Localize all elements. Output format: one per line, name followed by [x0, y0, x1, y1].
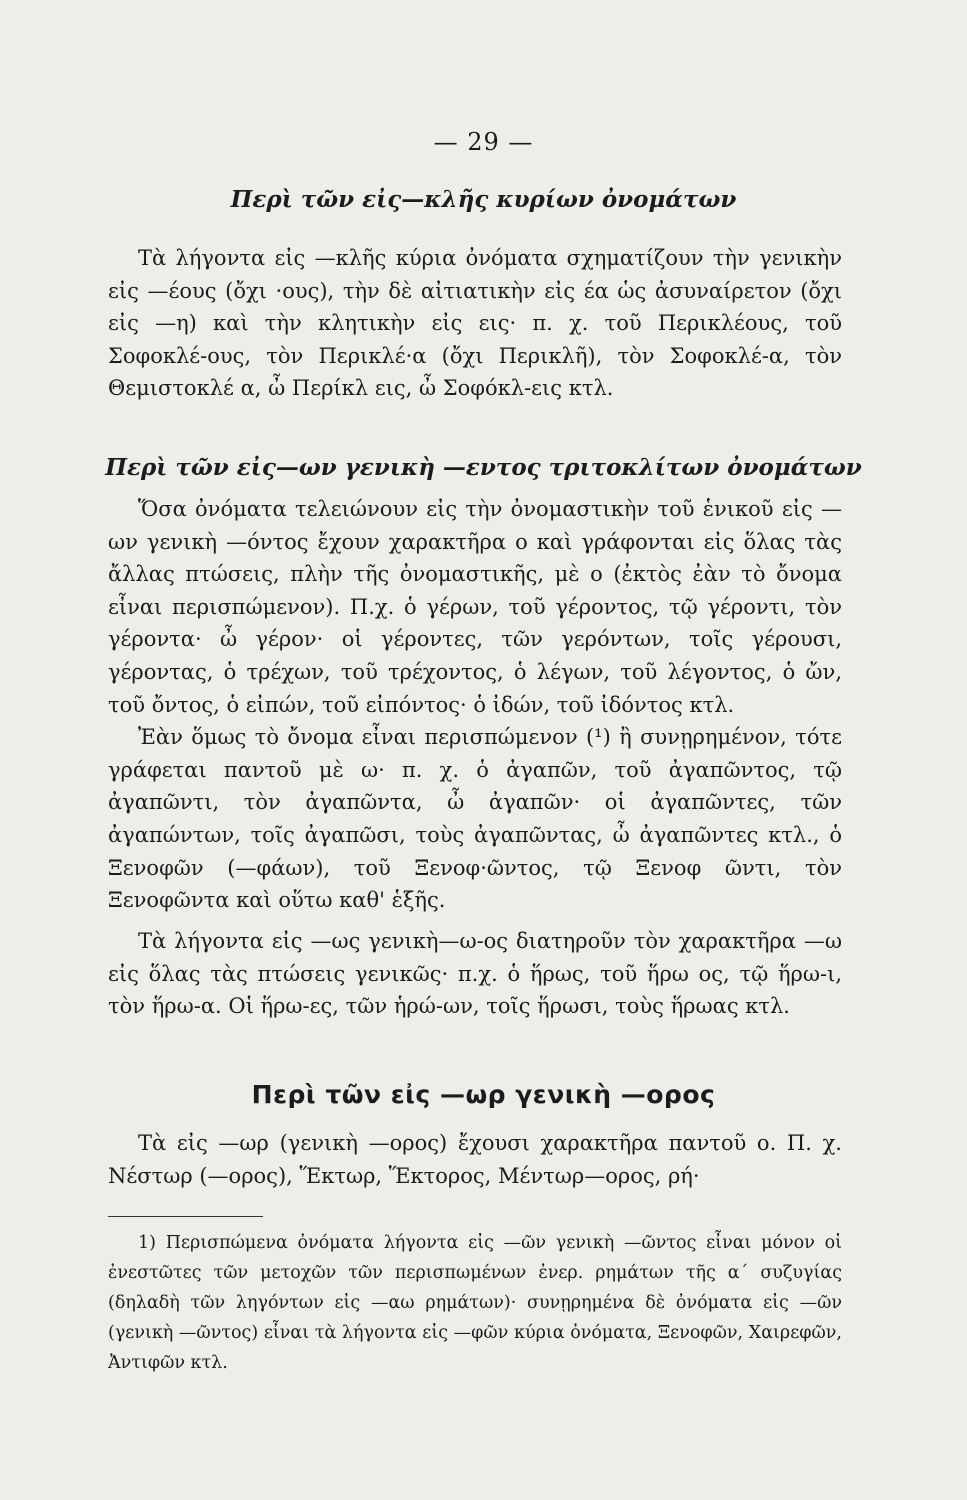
section-body-os [108, 925, 842, 1023]
section-body-or-oros [108, 1127, 842, 1192]
footnote [108, 1228, 842, 1378]
paragraph: Τὰ λήγοντα εἰς —κλῆς κύρια ὀνόματα σχηματίζουν τὴν γενικὴν εἰς —έους (ὄχι ·ους), τὴν δὲ αἰτιατικὴν εἰς έα ὡς ἀσυναίρετον (ὄχι εἰς —η) καὶ τὴν κλητικὴν εἰς εις· π. χ. τοῦ Περικλέους, τοῦ Σοφοκλέ-ους, τὸν Περικλέ·α (ὄχι Περικλῆ), τὸν Σοφοκλέ-α, τὸν Θεμιστοκλέ α, ὦ Περίκλ εις, ὦ Σοφόκλ-εις κτλ. [108, 246, 842, 401]
footnote-text: 1) Περισπώμενα ὀνόματα λήγοντα εἰς —ῶν γενικὴ —ῶντος εἶναι μόνον οἱ ἐνεστῶτες τῶν μετοχῶν τῶν περισπωμένων ἐνερ. ρημάτων τῆς α΄ συζυγίας (δηλαδὴ τῶν ληγόντων εἰς —αω ρημάτων)· συνῃρημένα δὲ ὀνόματα εἰς —ῶν (γενικὴ —ῶντος) εἶναι τὰ λήγοντα εἰς —φῶν κύρια ὀνόματα, Ξενοφῶν, Χαιρεφῶν, Ἀντιφῶν κτλ. [108, 1233, 842, 1373]
footnote-divider [108, 1216, 263, 1217]
paragraph: Ὅσα ὀνόματα τελειώνουν εἰς τὴν ὀνομαστικὴν τοῦ ἑνικοῦ εἰς —ων γενικὴ —όντος ἔχουν χαρακτῆρα ο καὶ γράφονται εἰς ὅλας τὰς ἄλλας πτώσεις, πλὴν τῆς ὀνομαστικῆς, μὲ ο (ἐκτὸς ἐὰν τὸ ὄνομα εἶναι περισπώμενον). Π.χ. ὁ γέρων, τοῦ γέροντος, τῷ γέροντι, τὸν γέροντα· ὦ γέρον· οἱ γέροντες, τῶν γερόντων, τοῖς γέρουσι, γέροντας, ὁ τρέχων, τοῦ τρέχοντος, ὁ λέγων, τοῦ λέγοντος, ὁ ὤν, τοῦ ὄντος, ὁ εἰπών, τοῦ εἰπόντος· ὁ ἰδών, τοῦ ἰδόντος κτλ. [108, 497, 842, 717]
section-heading-or-oros: Περὶ τῶν εἰς —ωρ γενικὴ —ορος [251, 1080, 716, 1109]
section-body-on-ontos [108, 493, 842, 917]
paragraph: Τὰ λήγοντα εἰς —ως γενικὴ—ω-ος διατηροῦν τὸν χαρακτῆρα —ω εἰς ὅλας τὰς πτώσεις γενικῶς· π.χ. ὁ ἥρως, τοῦ ἥρω ος, τῷ ἥρω-ι, τὸν ἥρω-α. Οἱ ἥρω-ες, τῶν ἡρώ-ων, τοῖς ἥρωσι, τοὺς ἥρωας κτλ. [108, 929, 842, 1019]
section-body-kles [108, 242, 842, 405]
paragraph: Τὰ εἰς —ωρ (γενικὴ —ορος) ἔχουσι χαρακτῆρα παντοῦ ο. Π. χ. Νέστωρ (—ορος), Ἕκτωρ, Ἕκτορος, Μέντωρ—ορος, ρή· [108, 1131, 842, 1188]
section-heading-kles: Περὶ τῶν εἰς—κλῆς κυρίων ὀνομάτων [230, 186, 737, 213]
section-heading-on-ontos: Περὶ τῶν εἰς—ων γενικὴ —εντος τριτοκλίτων ὀνομάτων [105, 454, 862, 481]
page-number: — 29 — [433, 128, 534, 156]
paragraph: Ἐὰν ὅμως τὸ ὄνομα εἶναι περισπώμενον (¹) ἢ συνῃρημένον, τότε γράφεται παντοῦ μὲ ω· π. χ. ὁ ἀγαπῶν, τοῦ ἀγαπῶντος, τῷ ἀγαπῶντι, τὸν ἀγαπῶντα, ὦ ἀγαπῶν· οἱ ἀγαπῶντες, τῶν ἀγαπώντων, τοῖς ἀγαπῶσι, τοὺς ἀγαπῶντας, ὦ ἀγαπῶντες κτλ., ὁ Ξενοφῶν (—φάων), τοῦ Ξενοφ·ῶντος, τῷ Ξενοφ ῶντι, τὸν Ξενοφῶντα καὶ οὕτω καθ' ἑξῆς. [108, 725, 842, 913]
